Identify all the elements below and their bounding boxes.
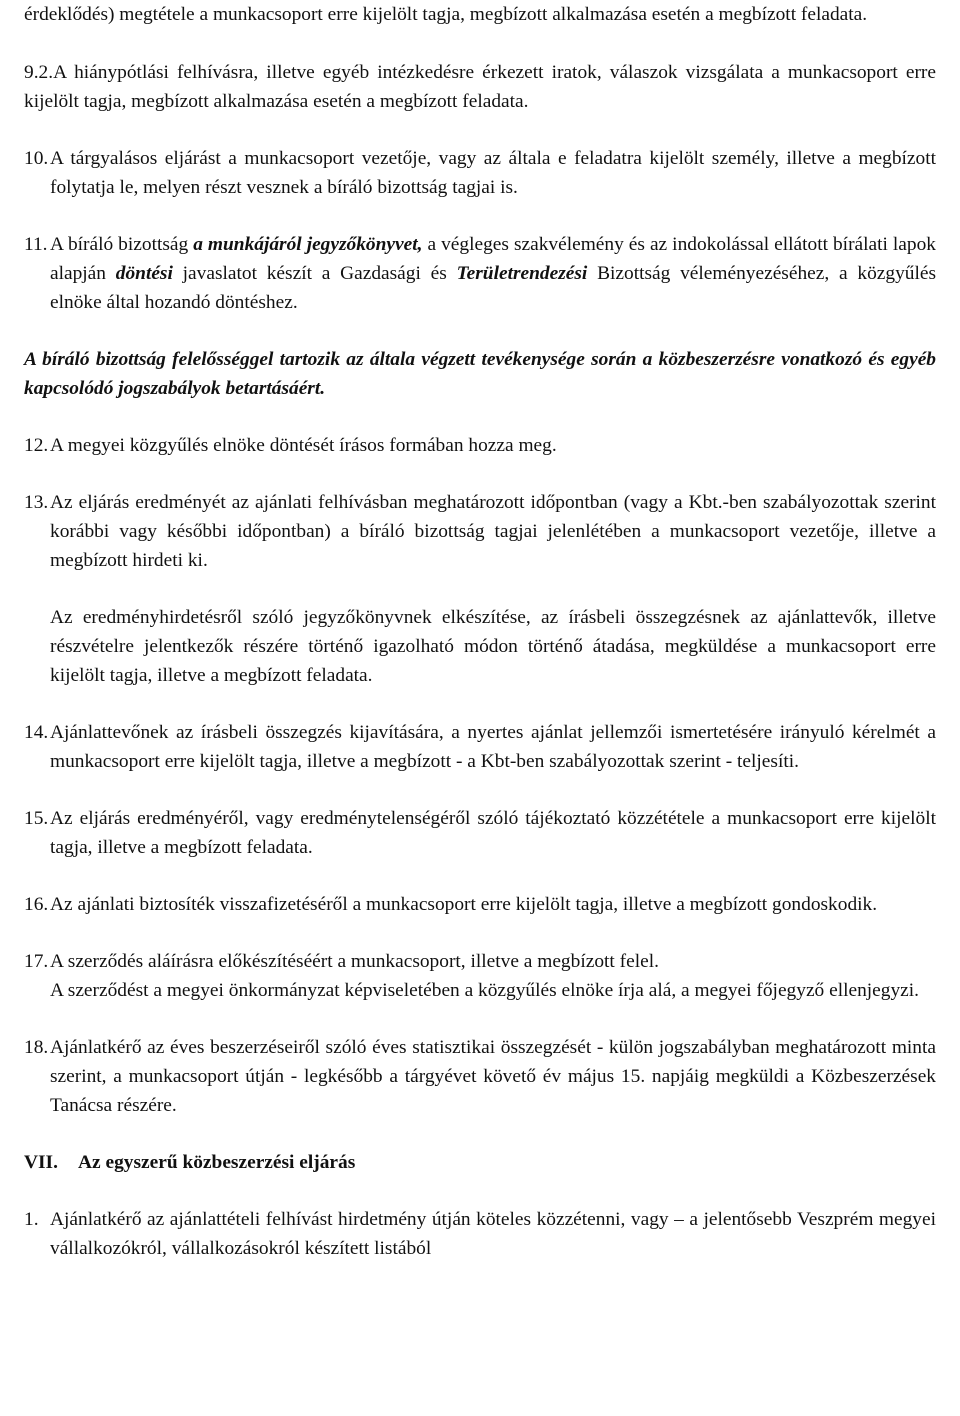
item-text: A szerződés aláírásra előkészítéséért a munkacsoport, illetve a megbízott felel. (50, 951, 659, 972)
emphasis: Területrendezési (456, 263, 588, 284)
item-number: 18. (24, 1037, 49, 1058)
section-title: Az egyszerű közbeszerzési eljárás (78, 1152, 356, 1173)
item-number: 10. (24, 148, 49, 169)
item-number: 11. (24, 234, 48, 255)
document-page (24, 0, 936, 1263)
item-17 (24, 947, 936, 976)
item-text: Ajánlatkérő az ajánlattételi felhívást hirdetmény útján köteles közzétenni, vagy – a jelentősebb Veszprém megyei vállalkozókról, vállalkozásokról készített listából (50, 1209, 936, 1259)
item-1 (24, 1205, 936, 1263)
item-text: Az eljárás eredményéről, vagy eredménytelenségéről szóló tájékoztató közzététele a munkacsoport erre kijelölt tagja, illetve a megbízott feladata. (50, 808, 936, 858)
item-number: 1. (24, 1209, 39, 1230)
emphasis: döntési (115, 263, 173, 284)
emphasis: a munkájáról jegyzőkönyvet, (193, 234, 423, 255)
item-12 (24, 431, 936, 460)
paragraph-continuation: érdeklődés) megtétele a munkacsoport erre kijelölt tagja, megbízott alkalmazása esetén a megbízott feladata. (24, 4, 868, 25)
item-text: Az ajánlati biztosíték visszafizetéséről a munkacsoport erre kijelölt tagja, illetve a megbízott gondoskodik. (50, 894, 878, 915)
item-text: Ajánlattevőnek az írásbeli összegzés kijavítására, a nyertes ajánlat jellemzői ismertetésére irányuló kérelmét a munkacsoport erre kijelölt tagja, illetve a megbízott - a Kbt-ben szabályozottak szerint - teljesíti. (50, 722, 936, 772)
item-text: A megyei közgyűlés elnöke döntését írásos formában hozza meg. (50, 435, 557, 456)
item-number: 16. (24, 894, 49, 915)
item-13 (24, 488, 936, 575)
item-number: 14. (24, 722, 49, 743)
item-text: A tárgyalásos eljárást a munkacsoport vezetője, vagy az általa e feladatra kijelölt személy, illetve a megbízott folytatja le, melyen részt vesznek a bíráló bizottság tagjai is. (50, 148, 936, 198)
section-number: VII. (24, 1152, 58, 1173)
item-number: 17. (24, 951, 49, 972)
item-18 (24, 1033, 936, 1120)
item-13-paragraph: Az eredményhirdetésről szóló jegyzőkönyvnek elkészítése, az írásbeli összegzésnek az ajánlattevők, illetve részvételre jelentkezők részére történő igazolható módon történő átadása, megküldése a munkacsoport erre kijelölt tagja, illetve a megbízott feladata. (50, 607, 936, 686)
item-text: Az eljárás eredményét az ajánlati felhívásban meghatározott időpontban (vagy a Kbt.-ben szabályozottak szerint korábbi vagy későbbi időpontban) a bíráló bizottság tagjai jelenlétében a munkacsoport vezetője, illetve a megbízott hirdeti ki. (50, 492, 936, 571)
item-number: 12. (24, 435, 49, 456)
item-text: Ajánlatkérő az éves beszerzéseiről szóló éves statisztikai összegzését - külön jogszabályban meghatározott minta szerint, a munkacsoport útján - legkésőbb a tárgyévet követő év május 15. napjáig megküldi a Közbeszerzések Tanácsa részére. (50, 1037, 936, 1116)
section-heading (24, 1148, 936, 1177)
item-11: 11. A bíráló bizottság a munkájáról jegyzőkönyvet, a végleges szakvélemény és az indokolással ellátott bírálati lapok alapján döntési javaslatot készít a Gazdasági és Területrendezési Bizottság véleményezéséhez, a közgyűlés elnöke által hozandó döntéshez. (24, 230, 936, 317)
item-number: 15. (24, 808, 49, 829)
paragraph-9-2: 9.2.A hiánypótlási felhívásra, illetve egyéb intézkedésre érkezett iratok, válaszok vizsgálata a munkacsoport erre kijelölt tagja, megbízott alkalmazása esetén a megbízott feladata. (24, 62, 936, 112)
item-17-paragraph: A szerződést a megyei önkormányzat képviseletében a közgyűlés elnöke írja alá, a megyei főjegyző ellenjegyzi. (50, 980, 919, 1001)
item-14 (24, 718, 936, 776)
item-10 (24, 144, 936, 202)
item-number: 13. (24, 492, 49, 513)
item-15 (24, 804, 936, 862)
bold-note: A bíráló bizottság felelősséggel tartozik az általa végzett tevékenysége során a közbeszerzésre vonatkozó és egyéb kapcsolódó jogszabályok betartásáért. (24, 349, 936, 399)
item-16 (24, 890, 936, 919)
